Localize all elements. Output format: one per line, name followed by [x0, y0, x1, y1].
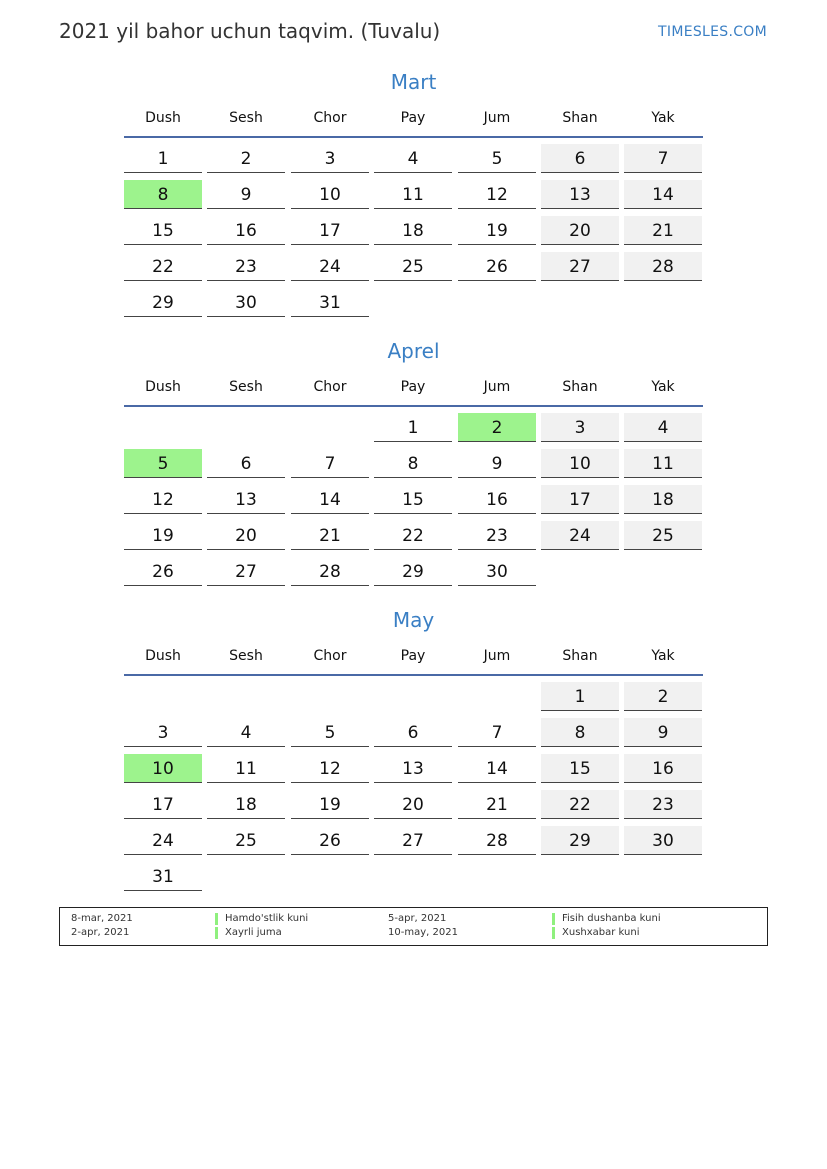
- day-cell: 16: [624, 754, 702, 783]
- weekday-header: Pay: [400, 648, 426, 664]
- day-cell: 26: [458, 252, 536, 281]
- day-cell: 22: [124, 252, 202, 281]
- day-cell: 7: [624, 144, 702, 173]
- day-cell: 2: [207, 144, 285, 173]
- day-cell: 24: [541, 521, 619, 550]
- day-cell: 19: [291, 790, 369, 819]
- day-cell: 3: [541, 413, 619, 442]
- weekday-header: Chor: [313, 648, 347, 664]
- weekday-header: Jum: [483, 379, 511, 395]
- day-cell: 23: [458, 521, 536, 550]
- holiday-day-cell: 8: [124, 180, 202, 209]
- day-cell: 4: [624, 413, 702, 442]
- legend-date: 10-may, 2021: [388, 927, 458, 938]
- weekday-header: Dush: [145, 379, 181, 395]
- day-cell: 27: [207, 557, 285, 586]
- weekday-header: Shan: [562, 379, 598, 395]
- day-cell: 12: [124, 485, 202, 514]
- day-cell: 13: [374, 754, 452, 783]
- legend-holiday-name: Hamdo'stlik kuni: [215, 913, 308, 925]
- day-cell: 6: [541, 144, 619, 173]
- weekday-header: Dush: [145, 110, 181, 126]
- weekday-header: Shan: [562, 648, 598, 664]
- day-cell: 8: [541, 718, 619, 747]
- day-cell: 14: [624, 180, 702, 209]
- legend-holiday-name: Fisih dushanba kuni: [552, 913, 661, 925]
- day-cell: 12: [458, 180, 536, 209]
- day-cell: 29: [374, 557, 452, 586]
- day-cell: 25: [374, 252, 452, 281]
- day-cell: 12: [291, 754, 369, 783]
- day-cell: 11: [624, 449, 702, 478]
- legend-date: 2-apr, 2021: [71, 927, 130, 938]
- weekday-header: Yak: [651, 379, 675, 395]
- day-cell: 29: [124, 288, 202, 317]
- header-rule: [124, 674, 703, 676]
- legend-holiday-name: Xayrli juma: [215, 927, 282, 939]
- day-cell: 24: [124, 826, 202, 855]
- day-cell: 1: [124, 144, 202, 173]
- day-cell: 18: [207, 790, 285, 819]
- weekday-header: Yak: [651, 648, 675, 664]
- day-cell: 27: [541, 252, 619, 281]
- site-link[interactable]: TIMESLES.COM: [658, 24, 767, 40]
- day-cell: 24: [291, 252, 369, 281]
- day-cell: 29: [541, 826, 619, 855]
- day-cell: 27: [374, 826, 452, 855]
- day-cell: 18: [374, 216, 452, 245]
- day-cell: 6: [207, 449, 285, 478]
- weekday-header: Sesh: [229, 110, 263, 126]
- holiday-legend: [59, 907, 768, 946]
- weekday-header: Dush: [145, 648, 181, 664]
- day-cell: 14: [458, 754, 536, 783]
- header-rule: [124, 405, 703, 407]
- day-cell: 1: [374, 413, 452, 442]
- day-cell: 10: [291, 180, 369, 209]
- day-cell: 21: [458, 790, 536, 819]
- day-cell: 5: [458, 144, 536, 173]
- legend-holiday-name: Xushxabar kuni: [552, 927, 640, 939]
- day-cell: 5: [291, 718, 369, 747]
- weekday-header: Chor: [313, 379, 347, 395]
- day-cell: 22: [374, 521, 452, 550]
- month-title: May: [392, 608, 435, 632]
- day-cell: 4: [207, 718, 285, 747]
- day-cell: 7: [458, 718, 536, 747]
- day-cell: 17: [291, 216, 369, 245]
- day-cell: 15: [374, 485, 452, 514]
- day-cell: 30: [624, 826, 702, 855]
- day-cell: 9: [458, 449, 536, 478]
- day-cell: 10: [541, 449, 619, 478]
- day-cell: 21: [291, 521, 369, 550]
- weekday-header: Jum: [483, 110, 511, 126]
- day-cell: 19: [124, 521, 202, 550]
- day-cell: 17: [124, 790, 202, 819]
- day-cell: 31: [291, 288, 369, 317]
- day-cell: 26: [291, 826, 369, 855]
- day-cell: 23: [624, 790, 702, 819]
- weekday-header: Shan: [562, 110, 598, 126]
- day-cell: 14: [291, 485, 369, 514]
- day-cell: 18: [624, 485, 702, 514]
- day-cell: 8: [374, 449, 452, 478]
- day-cell: 28: [624, 252, 702, 281]
- holiday-day-cell: 10: [124, 754, 202, 783]
- day-cell: 1: [541, 682, 619, 711]
- month-title: Mart: [390, 70, 437, 94]
- day-cell: 25: [624, 521, 702, 550]
- day-cell: 20: [207, 521, 285, 550]
- day-cell: 6: [374, 718, 452, 747]
- day-cell: 9: [207, 180, 285, 209]
- weekday-header: Jum: [483, 648, 511, 664]
- weekday-header: Pay: [400, 379, 426, 395]
- day-cell: 16: [458, 485, 536, 514]
- day-cell: 21: [624, 216, 702, 245]
- legend-date: 5-apr, 2021: [388, 913, 447, 924]
- weekday-header: Sesh: [229, 379, 263, 395]
- day-cell: 23: [207, 252, 285, 281]
- weekday-header: Chor: [313, 110, 347, 126]
- day-cell: 31: [124, 862, 202, 891]
- day-cell: 13: [541, 180, 619, 209]
- legend-date: 8-mar, 2021: [71, 913, 133, 924]
- month-title: Aprel: [387, 339, 440, 363]
- day-cell: 11: [374, 180, 452, 209]
- day-cell: 9: [624, 718, 702, 747]
- day-cell: 13: [207, 485, 285, 514]
- day-cell: 28: [291, 557, 369, 586]
- weekday-header: Yak: [651, 110, 675, 126]
- day-cell: 4: [374, 144, 452, 173]
- day-cell: 11: [207, 754, 285, 783]
- day-cell: 20: [541, 216, 619, 245]
- holiday-day-cell: 2: [458, 413, 536, 442]
- day-cell: 3: [124, 718, 202, 747]
- day-cell: 17: [541, 485, 619, 514]
- day-cell: 19: [458, 216, 536, 245]
- day-cell: 20: [374, 790, 452, 819]
- page-title: 2021 yil bahor uchun taqvim. (Tuvalu): [59, 19, 441, 43]
- day-cell: 26: [124, 557, 202, 586]
- day-cell: 3: [291, 144, 369, 173]
- day-cell: 25: [207, 826, 285, 855]
- day-cell: 30: [458, 557, 536, 586]
- day-cell: 2: [624, 682, 702, 711]
- holiday-day-cell: 5: [124, 449, 202, 478]
- day-cell: 15: [541, 754, 619, 783]
- weekday-header: Sesh: [229, 648, 263, 664]
- day-cell: 30: [207, 288, 285, 317]
- header-rule: [124, 136, 703, 138]
- day-cell: 22: [541, 790, 619, 819]
- weekday-header: Pay: [400, 110, 426, 126]
- day-cell: 16: [207, 216, 285, 245]
- day-cell: 15: [124, 216, 202, 245]
- day-cell: 28: [458, 826, 536, 855]
- day-cell: 7: [291, 449, 369, 478]
